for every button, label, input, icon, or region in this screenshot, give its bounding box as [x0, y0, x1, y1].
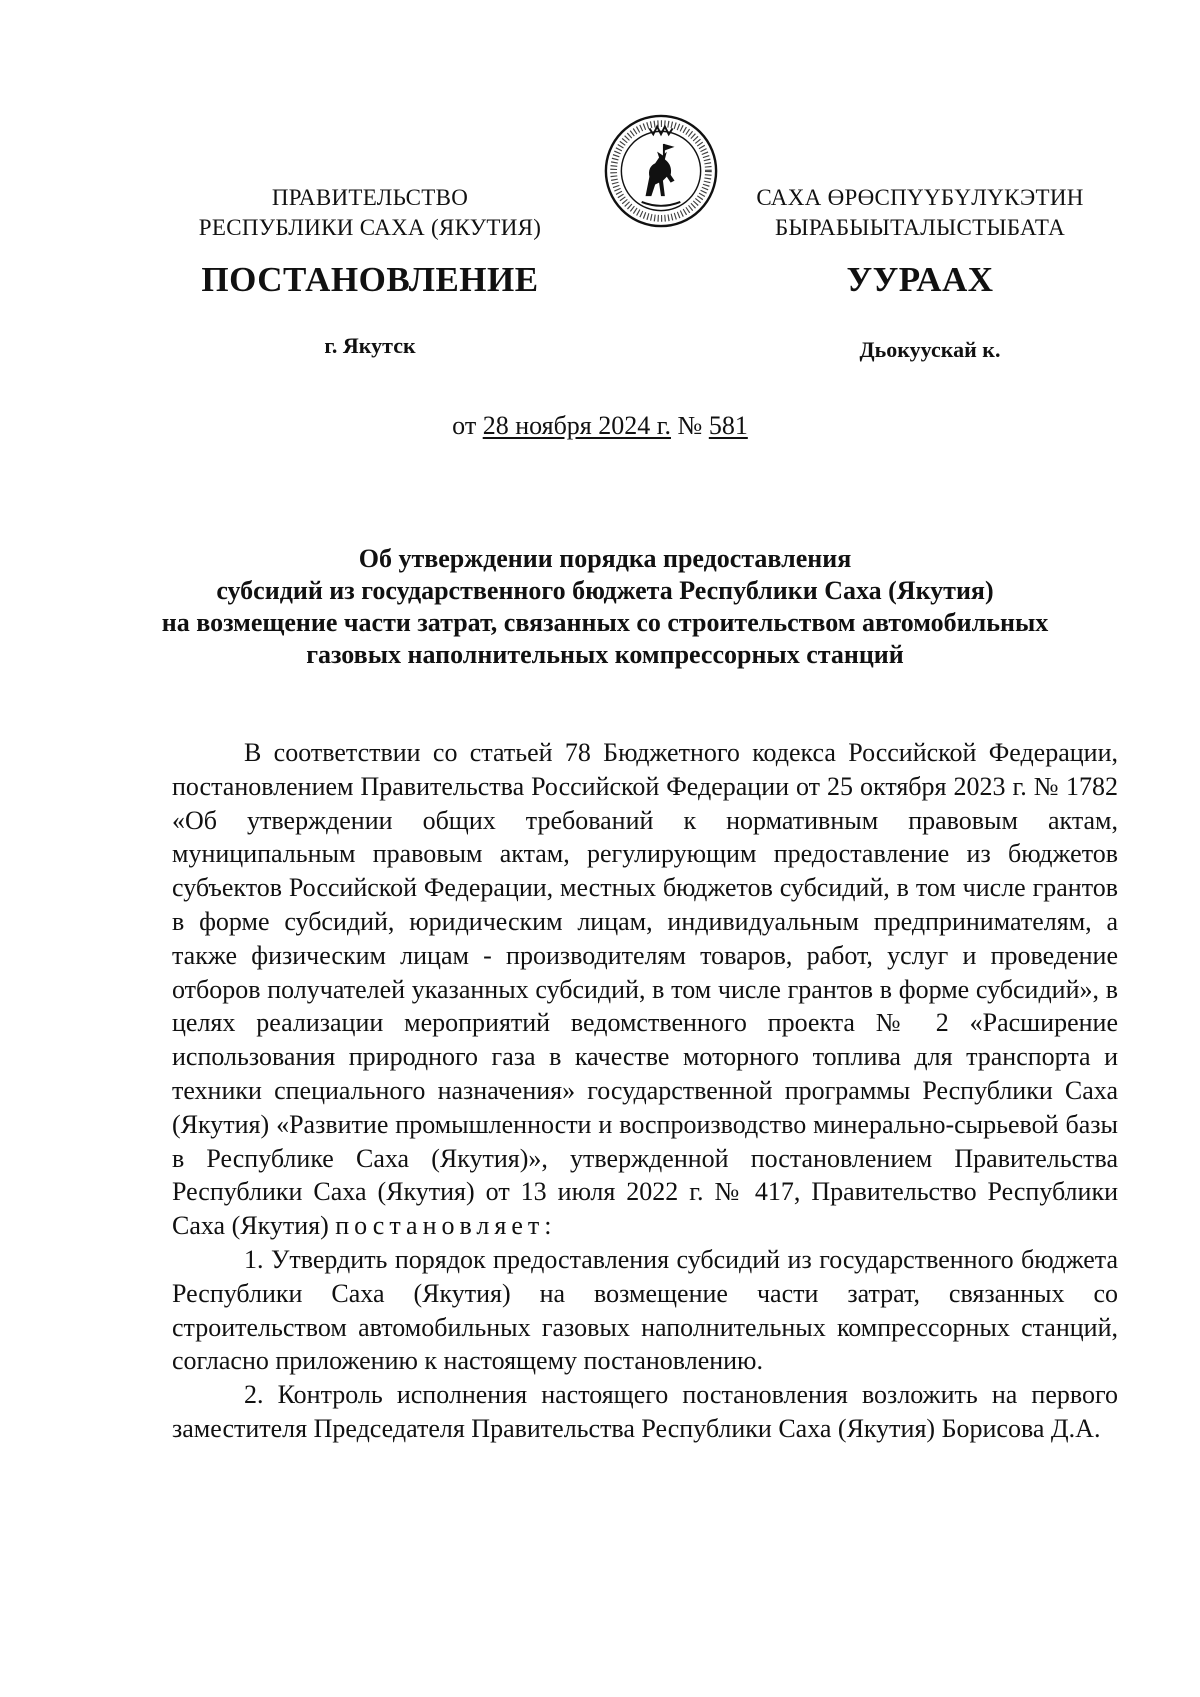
authority-line-2: РЕСПУБЛИКИ САХА (ЯКУТИЯ) — [198, 215, 542, 240]
title-line-3: на возмещение части затрат, связанных со строительством автомобильных — [161, 608, 1049, 637]
number-sign: № — [677, 411, 703, 440]
title-line-2: субсидий из государственного бюджета Республики Саха (Якутия) — [216, 576, 994, 605]
document-type-russian: ПОСТАНОВЛЕНИЕ — [201, 260, 539, 299]
authority-name-sakha — [735, 183, 1105, 243]
city-sakha: Дьокуускай к. — [859, 337, 1001, 362]
authority-name-russian — [150, 183, 590, 243]
document-number: 581 — [708, 411, 748, 440]
title-line-1: Об утверждении порядка предоставления — [358, 544, 852, 573]
document-body — [172, 736, 1118, 1446]
document-title — [150, 543, 1060, 671]
item-2-paragraph: 2. Контроль исполнения настоящего постановления возложить на первого заместителя Председателя Правительства Республики Саха (Якутия) Борисова Д.А. — [172, 1380, 1118, 1443]
authority-line-1-sakha: САХА ӨРӨСПҮҮБҮЛҮКЭТИН — [756, 185, 1084, 210]
date-prefix: от — [452, 411, 477, 440]
preamble-text: В соответствии со статьей 78 Бюджетного кодекса Российской Федерации, постановлением Правительства Российской Федерации от 25 октября 2023 г. № 1782 «Об утверждении общих требований к нормативным правовым актам, муниципальным правовым актам, регулирующим предоставление из бюджетов субъектов Российской Федерации, местных бюджетов субсидий, в том числе грантов в форме субсидий, юридическим лицам, индивидуальным предпринимателям, а также физическим лицам - производителям товаров, работ, услуг и проведение отборов получателей указанных субсидий, в том числе грантов в форме субсидий», в целях реализации мероприятий ведомственного проекта № 2 «Расширение использования природного газа в качестве моторного топлива для транспорта и техники специального назначения» государственной программы Республики Саха (Якутия) «Развитие промышленности и воспроизводство минерально-сырьевой базы в Республике Саха (Якутия)», утвержденной постановлением Правительства Республики Саха (Якутия) от 13 июля 2022 г. № 417, Правительство Республики Саха (Якутия) — [172, 738, 1118, 1241]
authority-line-2-sakha: БЫРАБЫЫТАЛЫСТЫБАТА — [774, 215, 1066, 240]
document-date: 28 ноября 2024 г. — [482, 411, 671, 440]
authority-line-1: ПРАВИТЕЛЬСТВО — [271, 185, 469, 210]
coat-of-arms-sakha-icon — [603, 113, 719, 229]
document-type-sakha: УУРААХ — [846, 260, 994, 299]
city-russian: г. Якутск — [324, 333, 416, 358]
item-1-paragraph: 1. Утвердить порядок предоставления субсидий из государственного бюджета Республики Саха (Якутия) на возмещение части затрат, связанных со строительством автомобильных газовых наполнительных компрессорных станций, согласно приложению к настоящему постановлению. — [172, 1244, 1118, 1376]
document-date-number — [300, 410, 900, 442]
decree-word: постановляет: — [335, 1211, 557, 1241]
title-line-4: газовых наполнительных компрессорных станций — [306, 640, 904, 669]
preamble-paragraph — [172, 736, 1118, 1243]
